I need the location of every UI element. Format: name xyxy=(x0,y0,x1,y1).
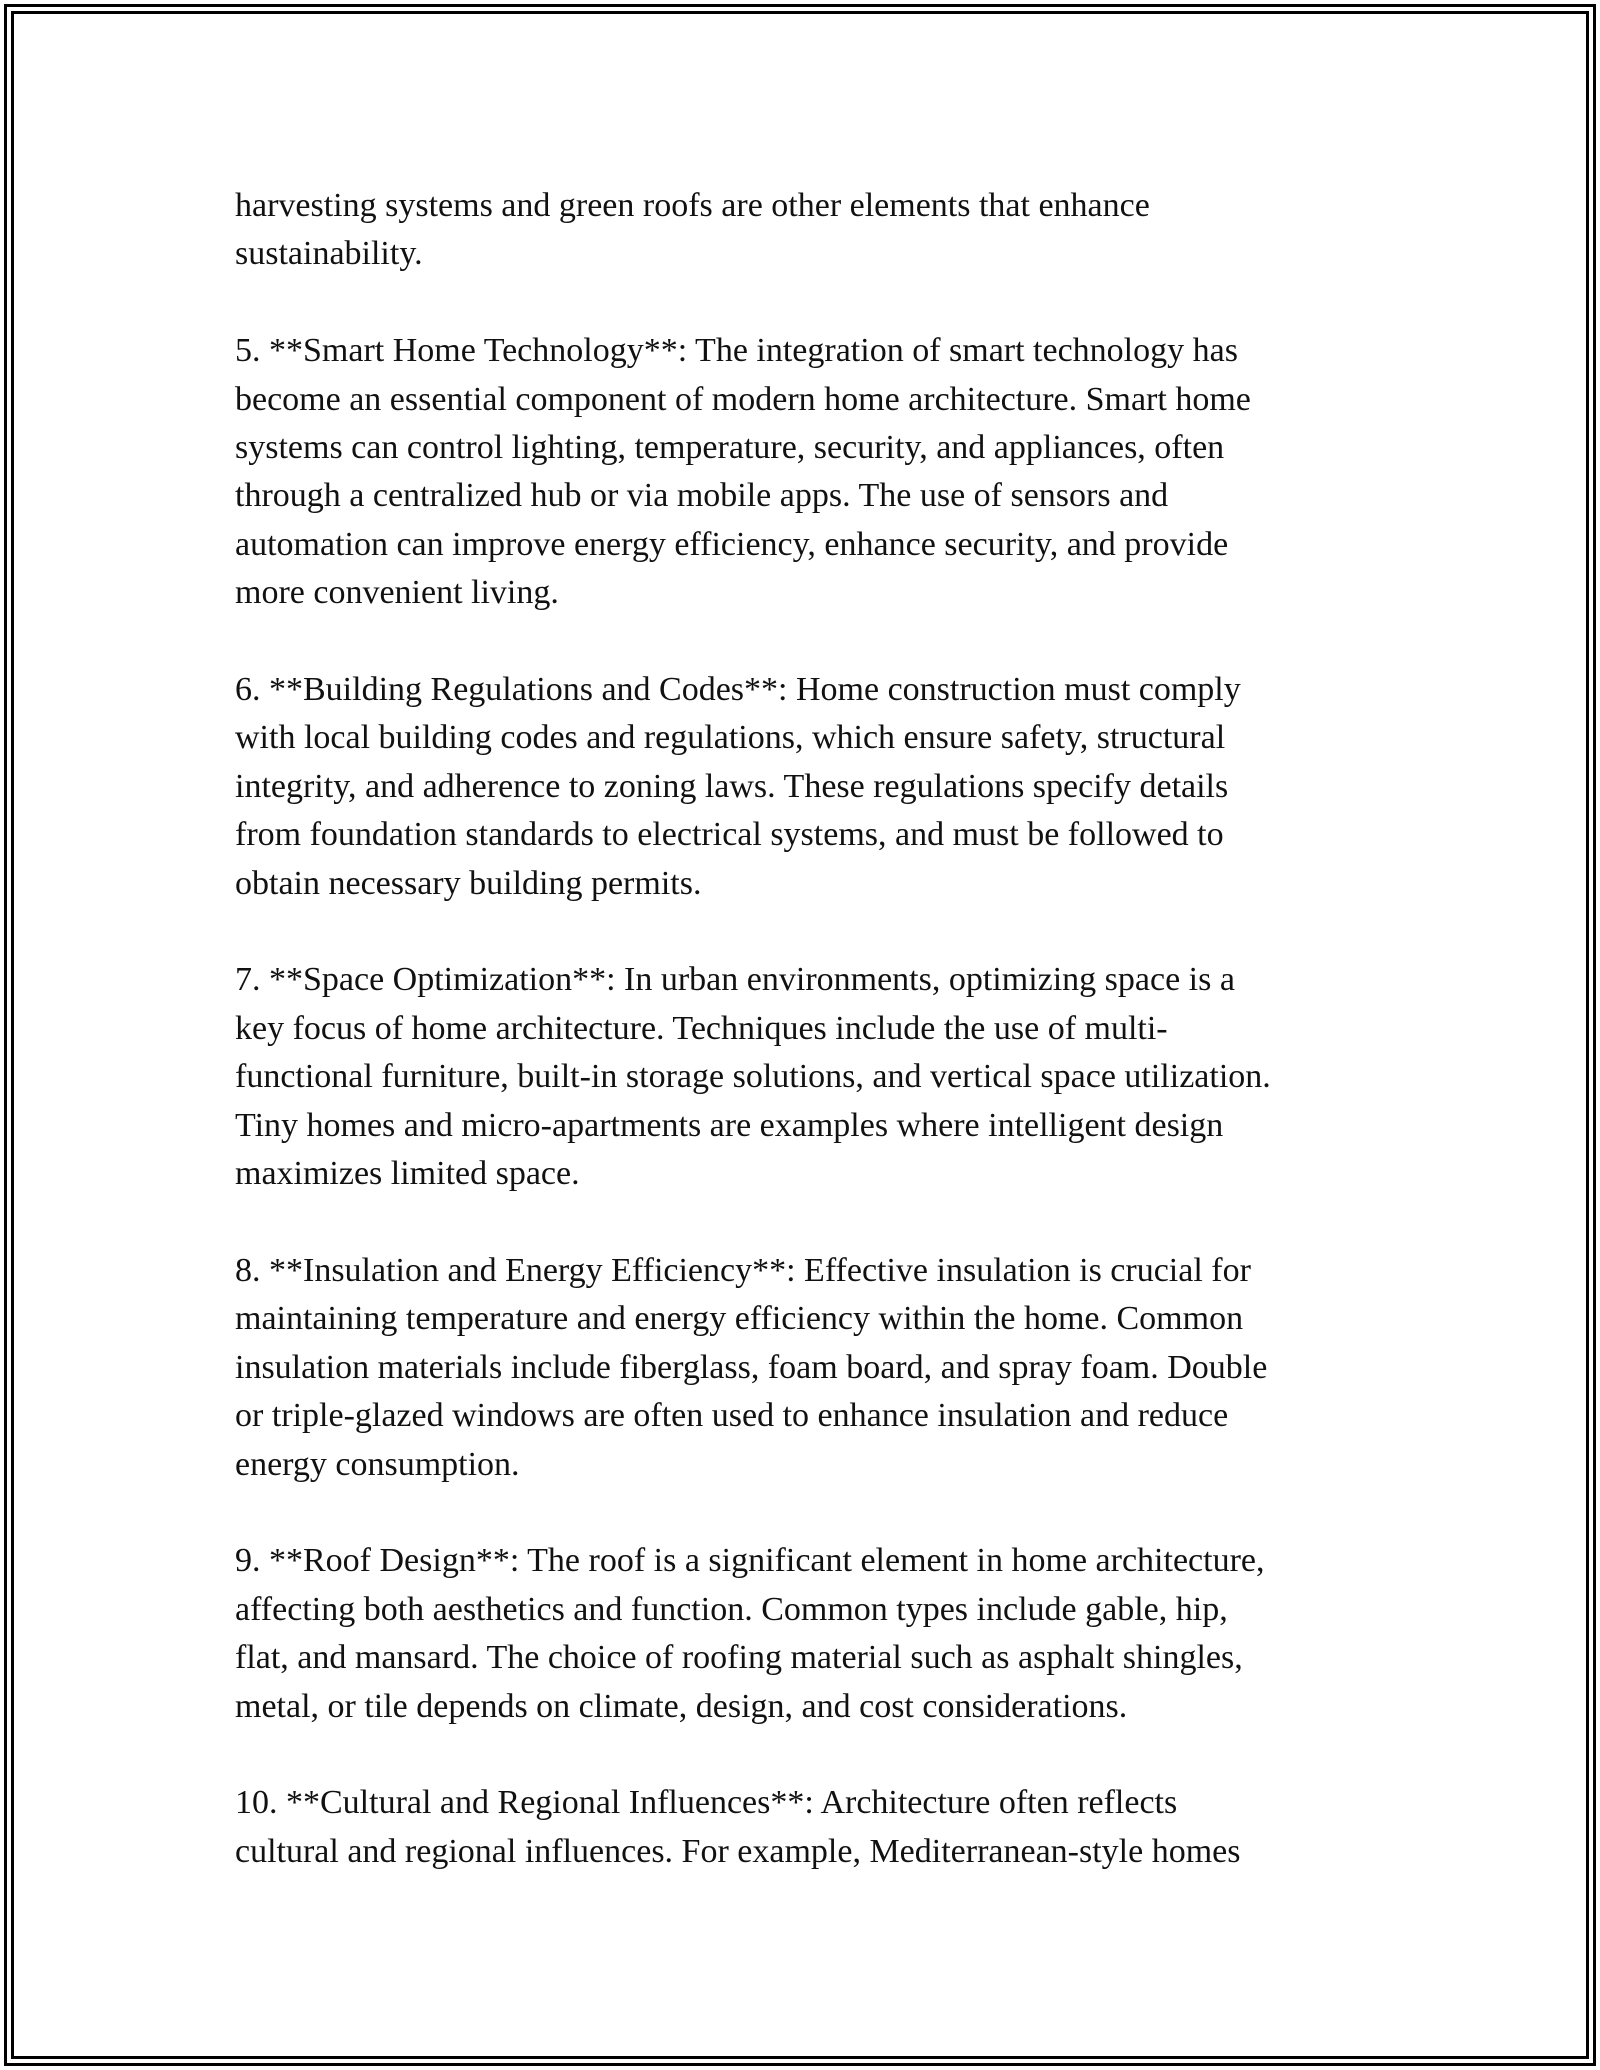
text-line: or triple-glazed windows are often used to enhance insulation and reduce xyxy=(235,1397,1229,1435)
text-line: 5. **Smart Home Technology**: The integration of smart technology has xyxy=(235,332,1238,370)
text-line: maximizes limited space. xyxy=(235,1155,580,1193)
text-line: metal, or tile depends on climate, design, and cost considerations. xyxy=(235,1687,1128,1725)
text-line: 10. **Cultural and Regional Influences**: Architecture often reflects xyxy=(235,1784,1178,1822)
text-line: from foundation standards to electrical systems, and must be followed to xyxy=(235,816,1224,854)
text-line: flat, and mansard. The choice of roofing material such as asphalt shingles, xyxy=(235,1639,1243,1677)
text-line: obtain necessary building permits. xyxy=(235,864,702,902)
document-body xyxy=(235,182,1365,1925)
text-line: Tiny homes and micro-apartments are examples where intelligent design xyxy=(235,1106,1224,1144)
paragraph-space-optimization xyxy=(235,956,1365,1198)
text-line: automation can improve energy efficiency, enhance security, and provide xyxy=(235,525,1229,563)
paragraph-sustainability-continuation xyxy=(235,182,1365,279)
paragraph-cultural-regional xyxy=(235,1779,1365,1876)
text-line: harvesting systems and green roofs are other elements that enhance xyxy=(235,187,1150,224)
text-line: integrity, and adherence to zoning laws. These regulations specify details xyxy=(235,767,1229,805)
text-line: maintaining temperature and energy efficiency within the home. Common xyxy=(235,1300,1244,1338)
text-line: cultural and regional influences. For example, Mediterranean-style homes xyxy=(235,1832,1241,1870)
text-line: systems can control lighting, temperature, security, and appliances, often xyxy=(235,429,1225,467)
text-line: with local building codes and regulations, which ensure safety, structural xyxy=(235,719,1226,757)
text-line: 6. **Building Regulations and Codes**: Home construction must comply xyxy=(235,671,1241,709)
text-line: energy consumption. xyxy=(235,1445,520,1483)
text-line: 7. **Space Optimization**: In urban environments, optimizing space is a xyxy=(235,961,1235,999)
paragraph-insulation-energy xyxy=(235,1247,1365,1489)
text-line: 9. **Roof Design**: The roof is a significant element in home architecture, xyxy=(235,1542,1265,1580)
text-line: 8. **Insulation and Energy Efficiency**: Effective insulation is crucial for xyxy=(235,1251,1251,1289)
paragraph-smart-home-technology xyxy=(235,327,1365,617)
text-line: through a centralized hub or via mobile apps. The use of sensors and xyxy=(235,477,1169,515)
text-line: affecting both aesthetics and function. Common types include gable, hip, xyxy=(235,1590,1228,1628)
text-line: functional furniture, built-in storage solutions, and vertical space utilization. xyxy=(235,1058,1271,1096)
text-line: key focus of home architecture. Techniques include the use of multi- xyxy=(235,1009,1168,1047)
text-line: sustainability. xyxy=(235,235,423,273)
paragraph-roof-design xyxy=(235,1537,1365,1731)
paragraph-building-regulations xyxy=(235,666,1365,908)
text-line: become an essential component of modern home architecture. Smart home xyxy=(235,380,1251,418)
text-line: insulation materials include fiberglass, foam board, and spray foam. Double xyxy=(235,1348,1268,1386)
text-line: more convenient living. xyxy=(235,574,559,612)
